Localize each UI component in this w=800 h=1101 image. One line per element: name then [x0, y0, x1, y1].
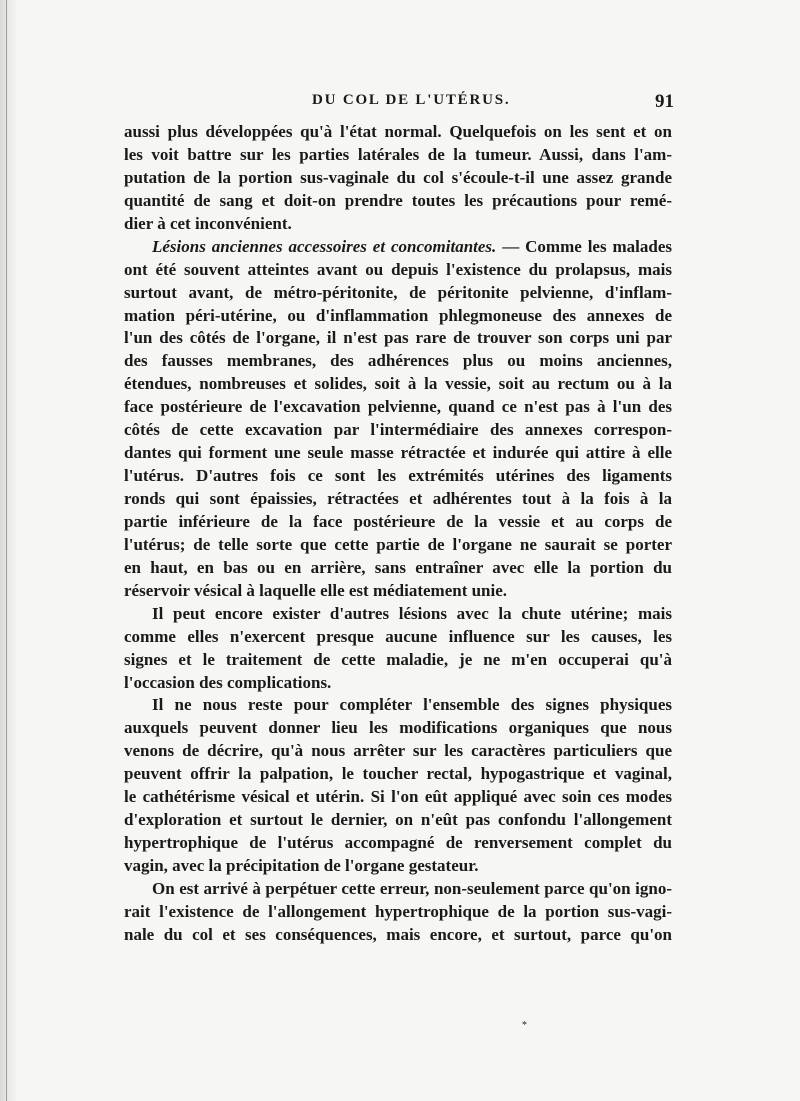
text-line: en haut, en bas ou en arrière, sans entraîner avec elle la portion du: [124, 557, 672, 577]
footer-mark: *: [522, 1020, 527, 1031]
text-line: comme elles n'exercent presque aucune influence sur les causes, les: [124, 626, 672, 646]
text-line: côtés de cette excavation par l'intermédiaire des annexes correspon-: [124, 420, 672, 440]
text-line: partie inférieure de la face postérieure de la vessie et au corps de: [124, 511, 672, 531]
text-line: [124, 236, 672, 259]
paragraph: [124, 878, 672, 947]
text-line: dier à cet inconvénient.: [124, 213, 292, 233]
text-line: rait l'existence de l'allongement hypertrophique de la portion sus-vagi-: [124, 901, 672, 921]
text-line: l'utérus; de telle sorte que cette partie de l'organe ne saurait se porter: [124, 534, 672, 554]
paragraph: [124, 694, 672, 878]
text-line: Il ne nous reste pour compléter l'ensemble des signes physiques: [152, 695, 672, 715]
text-line: ont été souvent atteintes avant ou depuis l'existence du prolapsus, mais: [124, 259, 672, 279]
text-line: étendues, nombreuses et solides, soit à la vessie, soit au rectum ou à la: [124, 374, 672, 394]
text-line: l'utérus. D'autres fois ce sont les extrémités utérines des ligaments: [124, 466, 672, 486]
running-head: DU COL DE L'UTÉRUS.: [312, 92, 511, 108]
text-line: face postérieure de l'excavation pelvienne, quand ce n'est pas à l'un des: [124, 397, 672, 417]
text-line: réservoir vésical à laquelle elle est médiatement unie.: [124, 580, 508, 600]
text-line: putation de la portion sus-vaginale du col s'écoule-t-il une assez grande: [124, 167, 672, 187]
page-header: [312, 92, 674, 118]
text-line: ronds qui sont épaissies, rétractées et adhérentes tout à la fois à la: [124, 489, 672, 508]
text-line: l'un des côtés de l'organe, il n'est pas rare de trouver son corps uni par: [124, 328, 672, 348]
text-line: les voit battre sur les parties latérales de la tumeur. Aussi, dans l'am-: [124, 144, 672, 164]
page-number: 91: [655, 91, 674, 112]
text-line: vagin, avec la précipitation de l'organe gestateur.: [124, 856, 479, 875]
text-line: aussi plus développées qu'à l'état normal. Quelquefois on les sent et on: [124, 122, 672, 141]
book-spine-shadow: [0, 0, 18, 1101]
section-heading: Lésions anciennes accessoires et concomitantes.: [152, 236, 497, 256]
text-line: peuvent offrir la palpation, le toucher rectal, hypogastrique et vaginal,: [124, 764, 672, 784]
book-gutter-line: [6, 0, 7, 1101]
text-line: quantité de sang et doit-on prendre toutes les précautions pour remé-: [124, 190, 672, 210]
text-line: l'occasion des complications.: [124, 672, 332, 692]
text-line: nale du col et ses conséquences, mais encore, et surtout, parce qu'on: [124, 924, 672, 944]
text-line: Il peut encore exister d'autres lésions avec la chute utérine; mais: [152, 603, 672, 623]
body-text: [124, 121, 672, 947]
text-line: des fausses membranes, des adhérences plus ou moins anciennes,: [124, 351, 672, 371]
paragraph: [124, 121, 672, 236]
text-line: mation péri-utérine, ou d'inflammation phlegmoneuse des annexes de: [124, 305, 672, 325]
text-line: auxquels peuvent donner lieu les modifications organiques que nous: [124, 718, 672, 738]
text-line: surtout avant, de métro-péritonite, de péritonite pelvienne, d'inflam-: [124, 282, 672, 302]
text-line: le cathétérisme vésical et utérin. Si l'on eût appliqué avec soin ces modes: [124, 787, 672, 807]
text-line: hypertrophique de l'utérus accompagné de renversement complet du: [124, 833, 672, 853]
paragraph: [124, 603, 672, 695]
text-line: d'exploration et surtout le dernier, on n'eût pas confondu l'allongement: [124, 810, 672, 830]
text-line: venons de décrire, qu'à nous arrêter sur les caractères particuliers que: [124, 741, 672, 761]
text-line: signes et le traitement de cette maladie, je ne m'en occuperai qu'à: [124, 649, 672, 669]
heading-continuation: — Comme les malades: [496, 236, 672, 256]
text-line: dantes qui forment une seule masse rétractée et indurée qui attire à elle: [124, 443, 672, 463]
paragraph: [124, 236, 672, 603]
text-line: On est arrivé à perpétuer cette erreur, non-seulement parce qu'on igno-: [152, 878, 672, 898]
